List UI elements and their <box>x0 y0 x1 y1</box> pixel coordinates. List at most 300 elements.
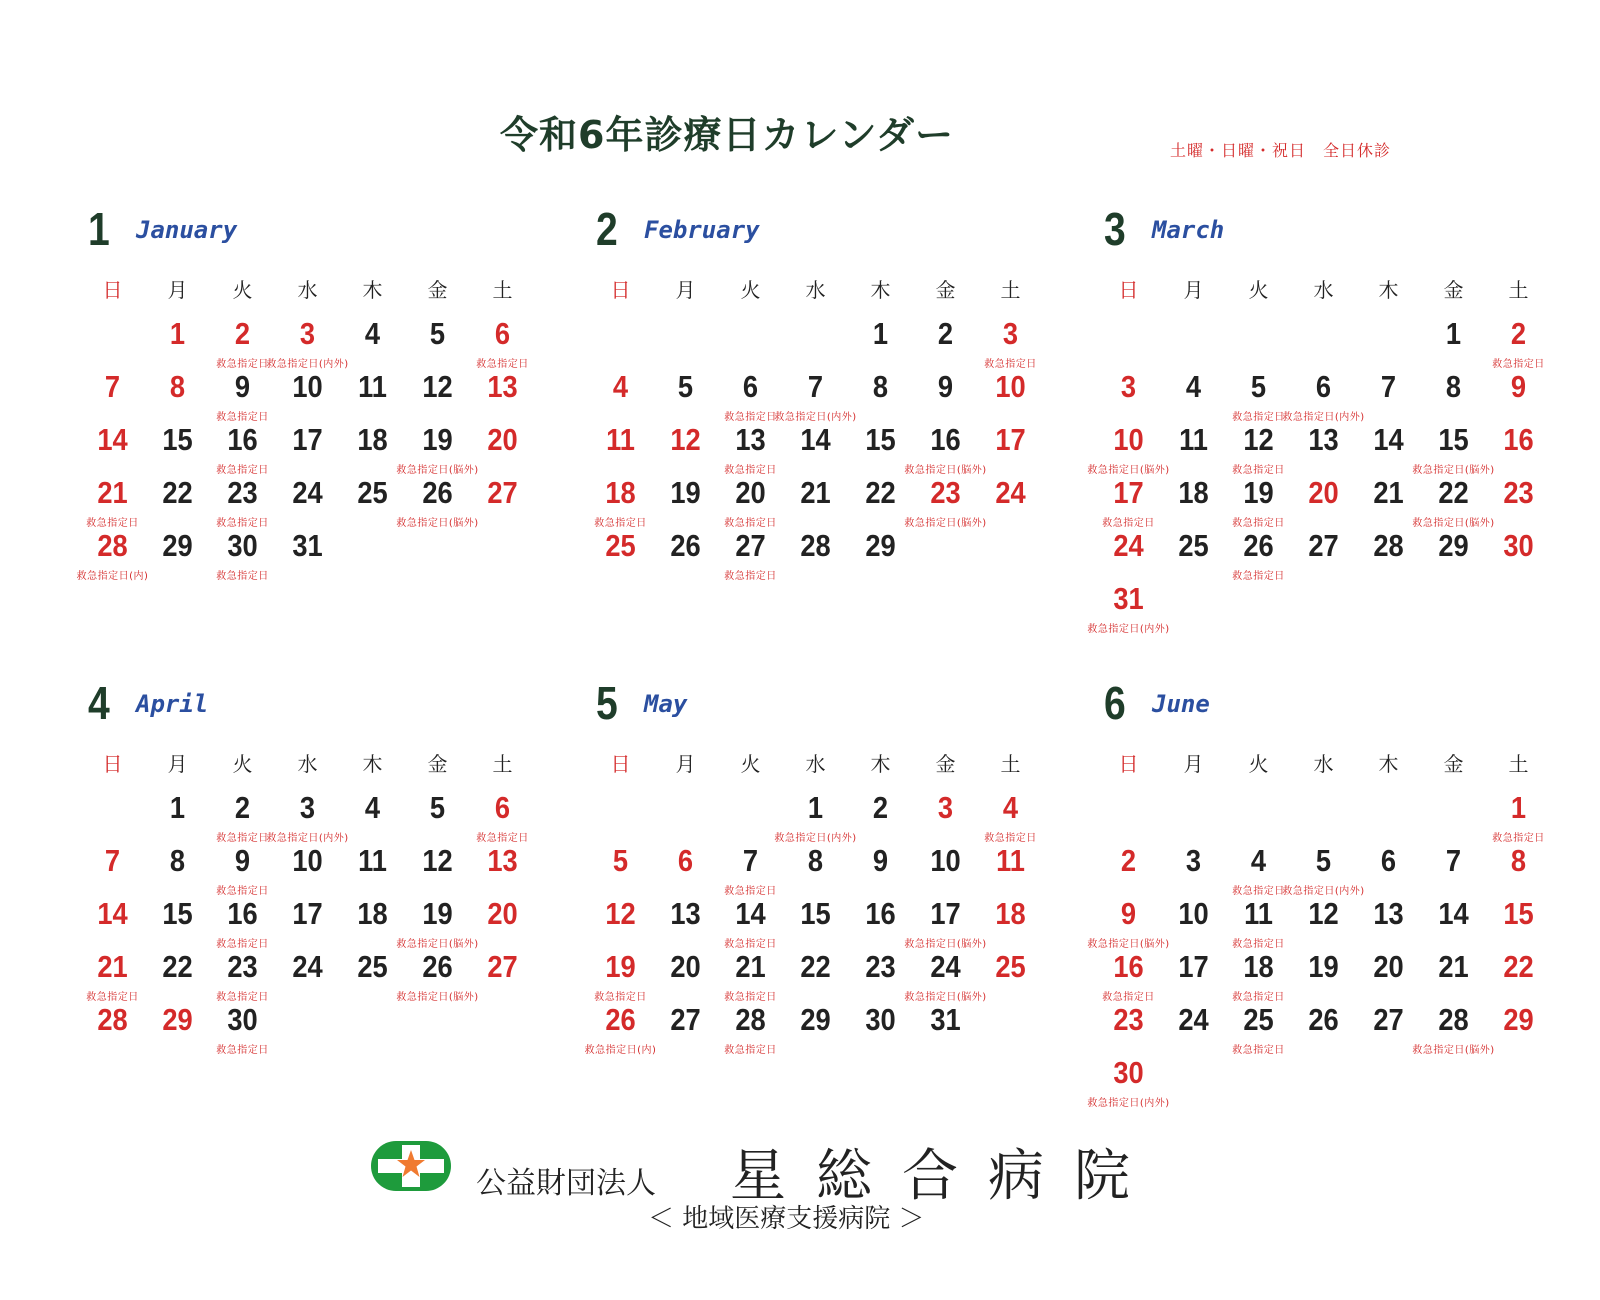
weekday-label: 火 <box>740 278 761 302</box>
day-number: 1 <box>169 790 186 825</box>
day-number: 23 <box>227 475 258 510</box>
day-cell <box>275 843 340 896</box>
day-number: 27 <box>487 949 518 984</box>
day-number: 5 <box>1315 843 1332 878</box>
month-number: 5 <box>596 677 618 729</box>
day-cell <box>80 475 145 528</box>
day-number: 21 <box>800 475 831 510</box>
day-cell <box>470 843 535 896</box>
day-cell <box>978 949 1043 1002</box>
day-number: 17 <box>930 896 961 931</box>
day-cell <box>1096 1002 1161 1055</box>
day-number: 31 <box>292 528 323 563</box>
day-cell <box>340 843 405 896</box>
emergency-note: 救急指定日 <box>724 992 777 1003</box>
day-number: 10 <box>930 843 961 878</box>
day-cell <box>588 422 653 475</box>
day-cell <box>80 896 145 949</box>
day-cell <box>774 369 857 423</box>
day-number: 1 <box>807 790 824 825</box>
day-number: 30 <box>227 528 258 563</box>
weekday-label: 水 <box>805 278 826 302</box>
weekday-label: 土 <box>1508 752 1529 776</box>
day-number: 25 <box>605 528 636 563</box>
day-cell <box>913 1002 978 1055</box>
day-cell <box>783 475 848 528</box>
day-number: 18 <box>357 896 388 931</box>
day-number: 7 <box>1445 843 1462 878</box>
emergency-note: 救急指定日 <box>724 571 777 582</box>
day-number: 5 <box>612 843 629 878</box>
day-number: 3 <box>1002 316 1019 351</box>
day-number: 18 <box>995 896 1026 931</box>
day-cell <box>978 369 1043 422</box>
month-january <box>76 203 540 646</box>
weekday-label: 土 <box>1000 752 1021 776</box>
emergency-note: 救急指定日 <box>594 518 647 529</box>
day-cell <box>1356 528 1421 581</box>
day-number: 11 <box>1179 422 1208 457</box>
emergency-note: 救急指定日 <box>1232 518 1285 529</box>
day-number: 17 <box>995 422 1026 457</box>
day-number: 3 <box>1120 369 1137 404</box>
day-number: 1 <box>872 316 889 351</box>
month-june <box>1087 677 1556 1120</box>
day-number: 20 <box>487 896 518 931</box>
emergency-note: 救急指定日 <box>984 833 1037 844</box>
day-number: 22 <box>1438 475 1469 510</box>
weekday-label: 水 <box>297 752 318 776</box>
day-number: 19 <box>422 896 453 931</box>
month-number: 6 <box>1104 677 1126 729</box>
day-cell <box>210 528 275 581</box>
day-number: 30 <box>865 1002 896 1037</box>
emergency-note: 救急指定日 <box>1232 1045 1285 1056</box>
day-cell <box>340 369 405 422</box>
day-number: 11 <box>996 843 1025 878</box>
hospital-logo-icon <box>370 1140 452 1192</box>
weekday-label: 日 <box>102 278 123 302</box>
day-number: 11 <box>358 843 387 878</box>
day-cell <box>588 949 653 1002</box>
day-number: 9 <box>234 369 251 404</box>
weekday-label: 木 <box>870 278 891 302</box>
day-cell <box>210 896 275 949</box>
day-number: 12 <box>605 896 636 931</box>
weekday-label: 火 <box>740 752 761 776</box>
day-cell <box>1096 528 1161 581</box>
day-number: 8 <box>807 843 824 878</box>
day-number: 13 <box>670 896 701 931</box>
day-cell <box>1486 896 1551 949</box>
day-number: 25 <box>1178 528 1209 563</box>
day-number: 6 <box>494 316 511 351</box>
day-number: 7 <box>807 369 824 404</box>
day-number: 24 <box>292 475 323 510</box>
day-cell <box>978 896 1043 949</box>
day-cell <box>978 475 1043 528</box>
emergency-note: 救急指定日(内外) <box>266 833 349 844</box>
weekday-label: 月 <box>1183 278 1204 302</box>
day-number: 8 <box>169 369 186 404</box>
day-number: 21 <box>97 949 128 984</box>
day-cell <box>904 896 987 950</box>
day-cell <box>1421 369 1486 422</box>
day-number: 12 <box>1243 422 1274 457</box>
day-number: 14 <box>1438 896 1469 931</box>
day-cell <box>275 896 340 949</box>
day-cell <box>275 475 340 528</box>
day-number: 27 <box>670 1002 701 1037</box>
weekday-label: 土 <box>492 278 513 302</box>
weekday-label: 木 <box>1378 752 1399 776</box>
day-number: 26 <box>422 475 453 510</box>
day-number: 20 <box>1308 475 1339 510</box>
day-number: 2 <box>234 790 251 825</box>
month-name: April <box>136 690 209 718</box>
day-number: 18 <box>1243 949 1274 984</box>
day-number: 12 <box>1308 896 1339 931</box>
day-cell <box>848 1002 913 1055</box>
day-number: 5 <box>1250 369 1267 404</box>
emergency-note: 救急指定日(脳外) <box>904 465 987 476</box>
day-cell <box>396 896 479 950</box>
day-number: 30 <box>227 1002 258 1037</box>
day-cell <box>848 528 913 581</box>
weekday-label: 土 <box>1000 278 1021 302</box>
day-number: 2 <box>1120 843 1137 878</box>
day-number: 16 <box>1113 949 1144 984</box>
day-number: 16 <box>865 896 896 931</box>
day-number: 4 <box>1002 790 1019 825</box>
day-cell <box>1356 369 1421 422</box>
weekday-label: 金 <box>935 752 956 776</box>
emergency-note: 救急指定日(内外) <box>774 833 857 844</box>
emergency-note: 救急指定日(脳外) <box>904 992 987 1003</box>
day-number: 16 <box>930 422 961 457</box>
day-cell <box>76 528 149 582</box>
day-cell <box>783 949 848 1002</box>
weekday-header <box>588 274 1043 304</box>
day-number: 23 <box>930 475 961 510</box>
weekday-label: 月 <box>675 278 696 302</box>
day-cell <box>470 790 535 843</box>
emergency-note: 救急指定日 <box>86 992 139 1003</box>
day-cell <box>774 790 857 844</box>
day-cell <box>588 369 653 422</box>
day-cell <box>396 949 479 1003</box>
day-cell <box>1226 1002 1291 1055</box>
day-cell <box>783 422 848 475</box>
day-cell <box>266 316 349 370</box>
emergency-note: 救急指定日 <box>1102 518 1155 529</box>
emergency-note: 救急指定日 <box>476 359 529 370</box>
day-number: 5 <box>429 316 446 351</box>
weekday-label: 月 <box>167 278 188 302</box>
day-number: 26 <box>670 528 701 563</box>
day-cell <box>978 790 1043 843</box>
day-number: 2 <box>234 316 251 351</box>
hospital-subtitle: ＜ 地域医療支援病院 ＞ <box>648 1204 925 1234</box>
emergency-note: 救急指定日 <box>216 359 269 370</box>
day-cell <box>718 528 783 581</box>
day-cell <box>470 475 535 528</box>
day-number: 20 <box>670 949 701 984</box>
day-number: 17 <box>292 896 323 931</box>
emergency-note: 救急指定日 <box>724 939 777 950</box>
day-cell <box>718 1002 783 1055</box>
emergency-note: 救急指定日 <box>724 465 777 476</box>
day-number: 10 <box>995 369 1026 404</box>
emergency-note: 救急指定日 <box>724 1045 777 1056</box>
day-cell <box>978 316 1043 369</box>
day-number: 8 <box>1510 843 1527 878</box>
emergency-note: 救急指定日(内外) <box>266 359 349 370</box>
day-cell <box>1412 422 1495 476</box>
day-number: 4 <box>364 790 381 825</box>
weekday-label: 水 <box>1313 278 1334 302</box>
day-number: 23 <box>227 949 258 984</box>
day-number: 29 <box>865 528 896 563</box>
day-number: 28 <box>735 1002 766 1037</box>
weekday-header <box>1096 274 1551 304</box>
day-number: 6 <box>742 369 759 404</box>
day-number: 22 <box>162 949 193 984</box>
day-number: 24 <box>1178 1002 1209 1037</box>
emergency-note: 救急指定日 <box>216 518 269 529</box>
day-cell <box>718 843 783 896</box>
weekday-label: 日 <box>610 278 631 302</box>
day-cell <box>1486 422 1551 475</box>
day-number: 19 <box>1308 949 1339 984</box>
weekday-label: 日 <box>610 752 631 776</box>
emergency-note: 救急指定日 <box>216 992 269 1003</box>
month-name: January <box>136 216 238 244</box>
day-number: 11 <box>1244 896 1273 931</box>
month-name: June <box>1152 690 1210 718</box>
day-cell <box>80 422 145 475</box>
day-number: 14 <box>97 422 128 457</box>
day-number: 10 <box>292 843 323 878</box>
day-number: 15 <box>1438 422 1469 457</box>
day-number: 27 <box>1308 528 1339 563</box>
emergency-note: 救急指定日 <box>1232 571 1285 582</box>
day-number: 15 <box>162 896 193 931</box>
day-number: 29 <box>162 1002 193 1037</box>
day-number: 9 <box>1510 369 1527 404</box>
weekday-label: 火 <box>1248 278 1269 302</box>
emergency-note: 救急指定日 <box>1492 833 1545 844</box>
day-number: 24 <box>292 949 323 984</box>
day-number: 16 <box>227 896 258 931</box>
month-name: March <box>1152 216 1225 244</box>
day-cell <box>588 528 653 581</box>
day-number: 26 <box>1308 1002 1339 1037</box>
day-cell <box>848 843 913 896</box>
day-cell <box>588 843 653 896</box>
day-number: 16 <box>227 422 258 457</box>
day-number: 10 <box>1178 896 1209 931</box>
day-cell <box>913 369 978 422</box>
day-cell <box>1087 581 1170 635</box>
day-number: 26 <box>1243 528 1274 563</box>
month-march <box>1087 203 1556 646</box>
emergency-note: 救急指定日(内外) <box>1087 1098 1170 1109</box>
day-number: 14 <box>1373 422 1404 457</box>
day-number: 11 <box>358 369 387 404</box>
day-number: 8 <box>1445 369 1462 404</box>
day-cell <box>1096 843 1161 896</box>
day-cell <box>340 790 405 843</box>
day-number: 26 <box>605 1002 636 1037</box>
emergency-note: 救急指定日(脳外) <box>1087 465 1170 476</box>
day-cell <box>340 316 405 369</box>
emergency-note: 救急指定日(脳外) <box>904 518 987 529</box>
day-cell <box>1282 369 1365 423</box>
emergency-note: 救急指定日(脳外) <box>396 992 479 1003</box>
emergency-note: 救急指定日(脳外) <box>1412 465 1495 476</box>
day-cell <box>783 896 848 949</box>
day-number: 28 <box>1373 528 1404 563</box>
day-number: 20 <box>1373 949 1404 984</box>
day-cell <box>80 843 145 896</box>
day-number: 22 <box>865 475 896 510</box>
day-number: 9 <box>234 843 251 878</box>
day-number: 3 <box>299 790 316 825</box>
day-cell <box>848 790 913 843</box>
day-number: 11 <box>606 422 635 457</box>
emergency-note: 救急指定日 <box>216 833 269 844</box>
day-cell <box>783 528 848 581</box>
day-number: 6 <box>494 790 511 825</box>
day-number: 24 <box>930 949 961 984</box>
day-number: 13 <box>1373 896 1404 931</box>
day-number: 21 <box>1438 949 1469 984</box>
emergency-note: 救急指定日 <box>216 1045 269 1056</box>
emergency-note: 救急指定日 <box>216 465 269 476</box>
day-cell <box>470 316 535 369</box>
day-cell <box>1226 949 1291 1002</box>
day-number: 19 <box>1243 475 1274 510</box>
day-number: 14 <box>800 422 831 457</box>
day-number: 31 <box>930 1002 961 1037</box>
day-number: 13 <box>487 369 518 404</box>
day-number: 12 <box>422 843 453 878</box>
day-cell <box>913 843 978 896</box>
day-cell <box>588 475 653 528</box>
day-number: 2 <box>872 790 889 825</box>
day-number: 15 <box>800 896 831 931</box>
day-number: 31 <box>1113 581 1144 616</box>
emergency-note: 救急指定日(内) <box>76 571 149 582</box>
day-cell <box>1356 843 1421 896</box>
day-number: 21 <box>735 949 766 984</box>
day-number: 3 <box>1185 843 1202 878</box>
day-number: 1 <box>169 316 186 351</box>
emergency-note: 救急指定日(脳外) <box>1412 1045 1495 1056</box>
day-number: 7 <box>104 843 121 878</box>
day-cell <box>1486 475 1551 528</box>
hospital-legal-entity: 公益財団法人 <box>476 1166 656 1201</box>
weekday-label: 金 <box>427 752 448 776</box>
day-number: 5 <box>677 369 694 404</box>
day-number: 25 <box>1243 1002 1274 1037</box>
day-number: 2 <box>937 316 954 351</box>
weekday-label: 日 <box>102 752 123 776</box>
day-number: 22 <box>1503 949 1534 984</box>
emergency-note: 救急指定日 <box>724 412 777 423</box>
day-number: 18 <box>1178 475 1209 510</box>
day-number: 10 <box>1113 422 1144 457</box>
day-cell <box>1421 949 1486 1002</box>
weekday-label: 木 <box>362 752 383 776</box>
day-cell <box>1291 1002 1356 1055</box>
day-number: 28 <box>97 1002 128 1037</box>
day-cell <box>718 949 783 1002</box>
emergency-note: 救急指定日 <box>1232 886 1285 897</box>
day-number: 19 <box>422 422 453 457</box>
weekday-label: 木 <box>870 752 891 776</box>
day-number: 4 <box>1250 843 1267 878</box>
emergency-note: 救急指定日 <box>724 886 777 897</box>
month-number: 3 <box>1104 203 1126 255</box>
day-number: 7 <box>742 843 759 878</box>
day-number: 14 <box>735 896 766 931</box>
day-number: 21 <box>1373 475 1404 510</box>
day-number: 29 <box>800 1002 831 1037</box>
day-number: 29 <box>1438 528 1469 563</box>
weekday-label: 月 <box>167 752 188 776</box>
weekday-label: 土 <box>1508 278 1529 302</box>
emergency-note: 救急指定日 <box>1232 939 1285 950</box>
day-number: 14 <box>97 896 128 931</box>
weekday-label: 月 <box>675 752 696 776</box>
emergency-note: 救急指定日 <box>1232 992 1285 1003</box>
day-cell <box>588 896 653 949</box>
day-number: 17 <box>1178 949 1209 984</box>
day-cell <box>904 475 987 529</box>
day-cell <box>210 1002 275 1055</box>
day-cell <box>396 422 479 476</box>
weekday-header <box>588 748 1043 778</box>
day-number: 15 <box>1503 896 1534 931</box>
weekday-label: 水 <box>1313 752 1334 776</box>
day-cell <box>1412 1002 1495 1056</box>
weekday-label: 木 <box>362 278 383 302</box>
day-cell <box>1096 949 1161 1002</box>
weekday-label: 月 <box>1183 752 1204 776</box>
month-name: May <box>644 690 688 718</box>
day-number: 29 <box>162 528 193 563</box>
weekday-label: 日 <box>1118 278 1139 302</box>
day-cell <box>266 790 349 844</box>
day-cell <box>1486 369 1551 422</box>
day-number: 19 <box>670 475 701 510</box>
weekday-label: 土 <box>492 752 513 776</box>
day-cell <box>80 369 145 422</box>
day-number: 9 <box>937 369 954 404</box>
weekday-label: 日 <box>1118 752 1139 776</box>
day-cell <box>904 422 987 476</box>
day-cell <box>210 843 275 896</box>
day-cell <box>718 475 783 528</box>
day-cell <box>405 369 470 422</box>
day-cell <box>1096 369 1161 422</box>
day-number: 2 <box>1510 316 1527 351</box>
day-number: 27 <box>487 475 518 510</box>
day-number: 23 <box>1113 1002 1144 1037</box>
day-number: 1 <box>1510 790 1527 825</box>
